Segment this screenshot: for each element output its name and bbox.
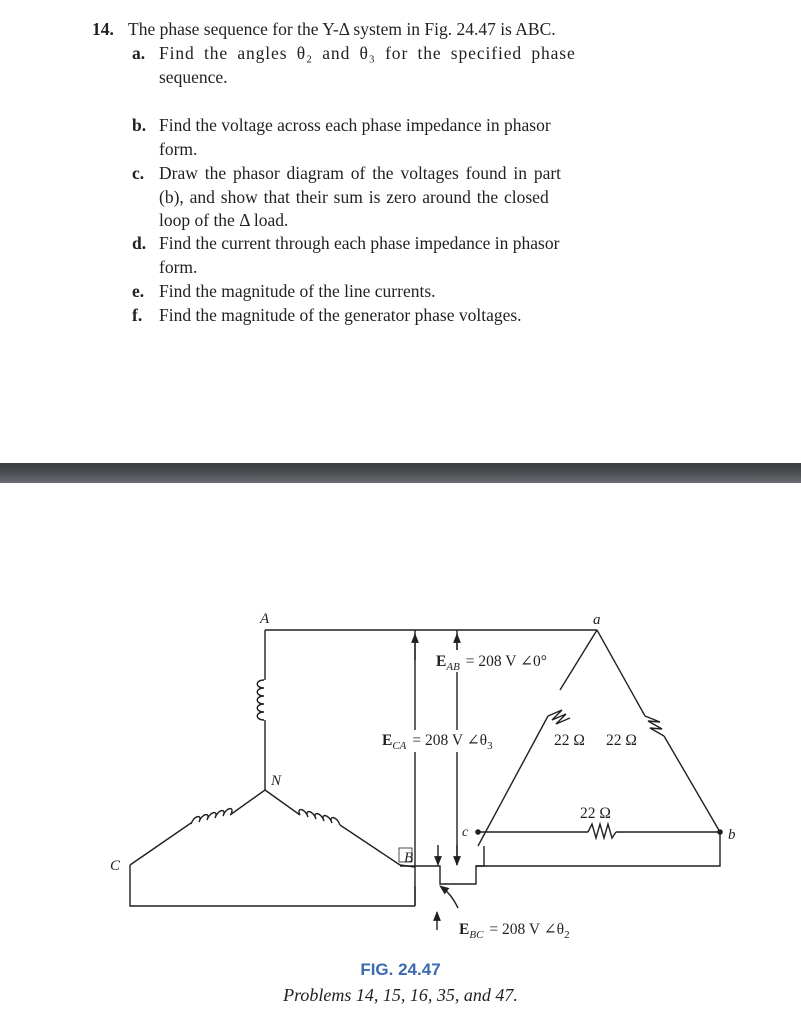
node-label-N: N (271, 773, 282, 789)
eab-value: = 208 V ∠0° (465, 653, 547, 670)
part-label: d. (132, 233, 147, 253)
line-c-lower (130, 865, 415, 906)
z-bc-label: 22 Ω (580, 805, 611, 822)
part-label: e. (132, 281, 145, 301)
node-label-c: c (462, 825, 469, 840)
wire-n-c (230, 790, 265, 815)
line-b (400, 866, 488, 884)
part-label: c. (132, 163, 145, 183)
eab-subscript: AB (446, 661, 460, 673)
line: Draw the phasor diagram of the voltages found in part (159, 163, 562, 183)
line: Find the voltage across each phase impedance in phasor (159, 115, 551, 135)
delta-a-b-top (597, 630, 645, 716)
eca-symbol: E (382, 732, 393, 749)
delta-a-b-bottom (664, 736, 720, 832)
part-label: b. (132, 115, 147, 135)
node-label-B: B (404, 850, 414, 866)
node-label-b: b (728, 827, 736, 843)
resistor-bc (588, 824, 616, 838)
part-label: f. (132, 305, 143, 325)
eab-symbol: E (436, 653, 447, 670)
node-label-a: a (593, 612, 601, 628)
line: loop of the Δ load. (159, 210, 289, 230)
wire-n-b (265, 790, 300, 815)
figure-caption-title: FIG. 24.47 (360, 960, 441, 979)
ebc-label (459, 921, 570, 941)
coil-phase-a (257, 680, 264, 720)
line: Find the magnitude of the generator phase voltages. (159, 305, 522, 325)
line: (b), and show that their sum is zero around the closed (159, 186, 549, 207)
ebc-angle-subscript: 2 (564, 929, 570, 941)
ebc-symbol: E (459, 921, 470, 938)
node-label-C: C (110, 858, 121, 874)
node-b-dot (717, 829, 723, 835)
generator-wye (130, 630, 400, 865)
wire-c-out (130, 823, 191, 865)
coil-phase-b (299, 810, 340, 825)
eca-value: = 208 V ∠θ (412, 732, 488, 749)
line-b-stub (400, 865, 415, 906)
z-ca-label: 22 Ω (554, 732, 585, 749)
problem-number: 14. (92, 19, 114, 39)
line-b-jog (476, 846, 484, 866)
node-c-dot (475, 829, 481, 835)
eca-angle-subscript: 3 (487, 740, 493, 752)
wire-b-out (340, 825, 400, 865)
z-ab-label: 22 Ω (606, 732, 637, 749)
eca-subscript: CA (392, 740, 407, 752)
coil-phase-c (191, 809, 232, 824)
node-label-A: A (260, 611, 270, 627)
resistor-ca (548, 710, 570, 724)
figure-caption-subtitle: Problems 14, 15, 16, 35, and 47. (283, 985, 518, 1005)
line: Find the current through each phase impedance in phasor (159, 233, 560, 253)
ebc-pointer-arrow (440, 886, 458, 908)
ebc-value: = 208 V ∠θ (489, 921, 565, 938)
line: form. (159, 256, 198, 277)
delta-a-c-top (560, 630, 597, 690)
line: sequence. (159, 66, 228, 87)
part-label: a. (132, 43, 146, 63)
problem-stem: The phase sequence for the Y-Δ system in Fig. 24.47 is ABC. (128, 19, 556, 39)
line: form. (159, 138, 198, 159)
resistor-ab (645, 716, 664, 736)
line: Find the magnitude of the line currents. (159, 281, 436, 301)
ebc-subscript: BC (469, 929, 484, 941)
line: Find the angles θ₂ and θ₃ for the specified phase (159, 43, 576, 63)
